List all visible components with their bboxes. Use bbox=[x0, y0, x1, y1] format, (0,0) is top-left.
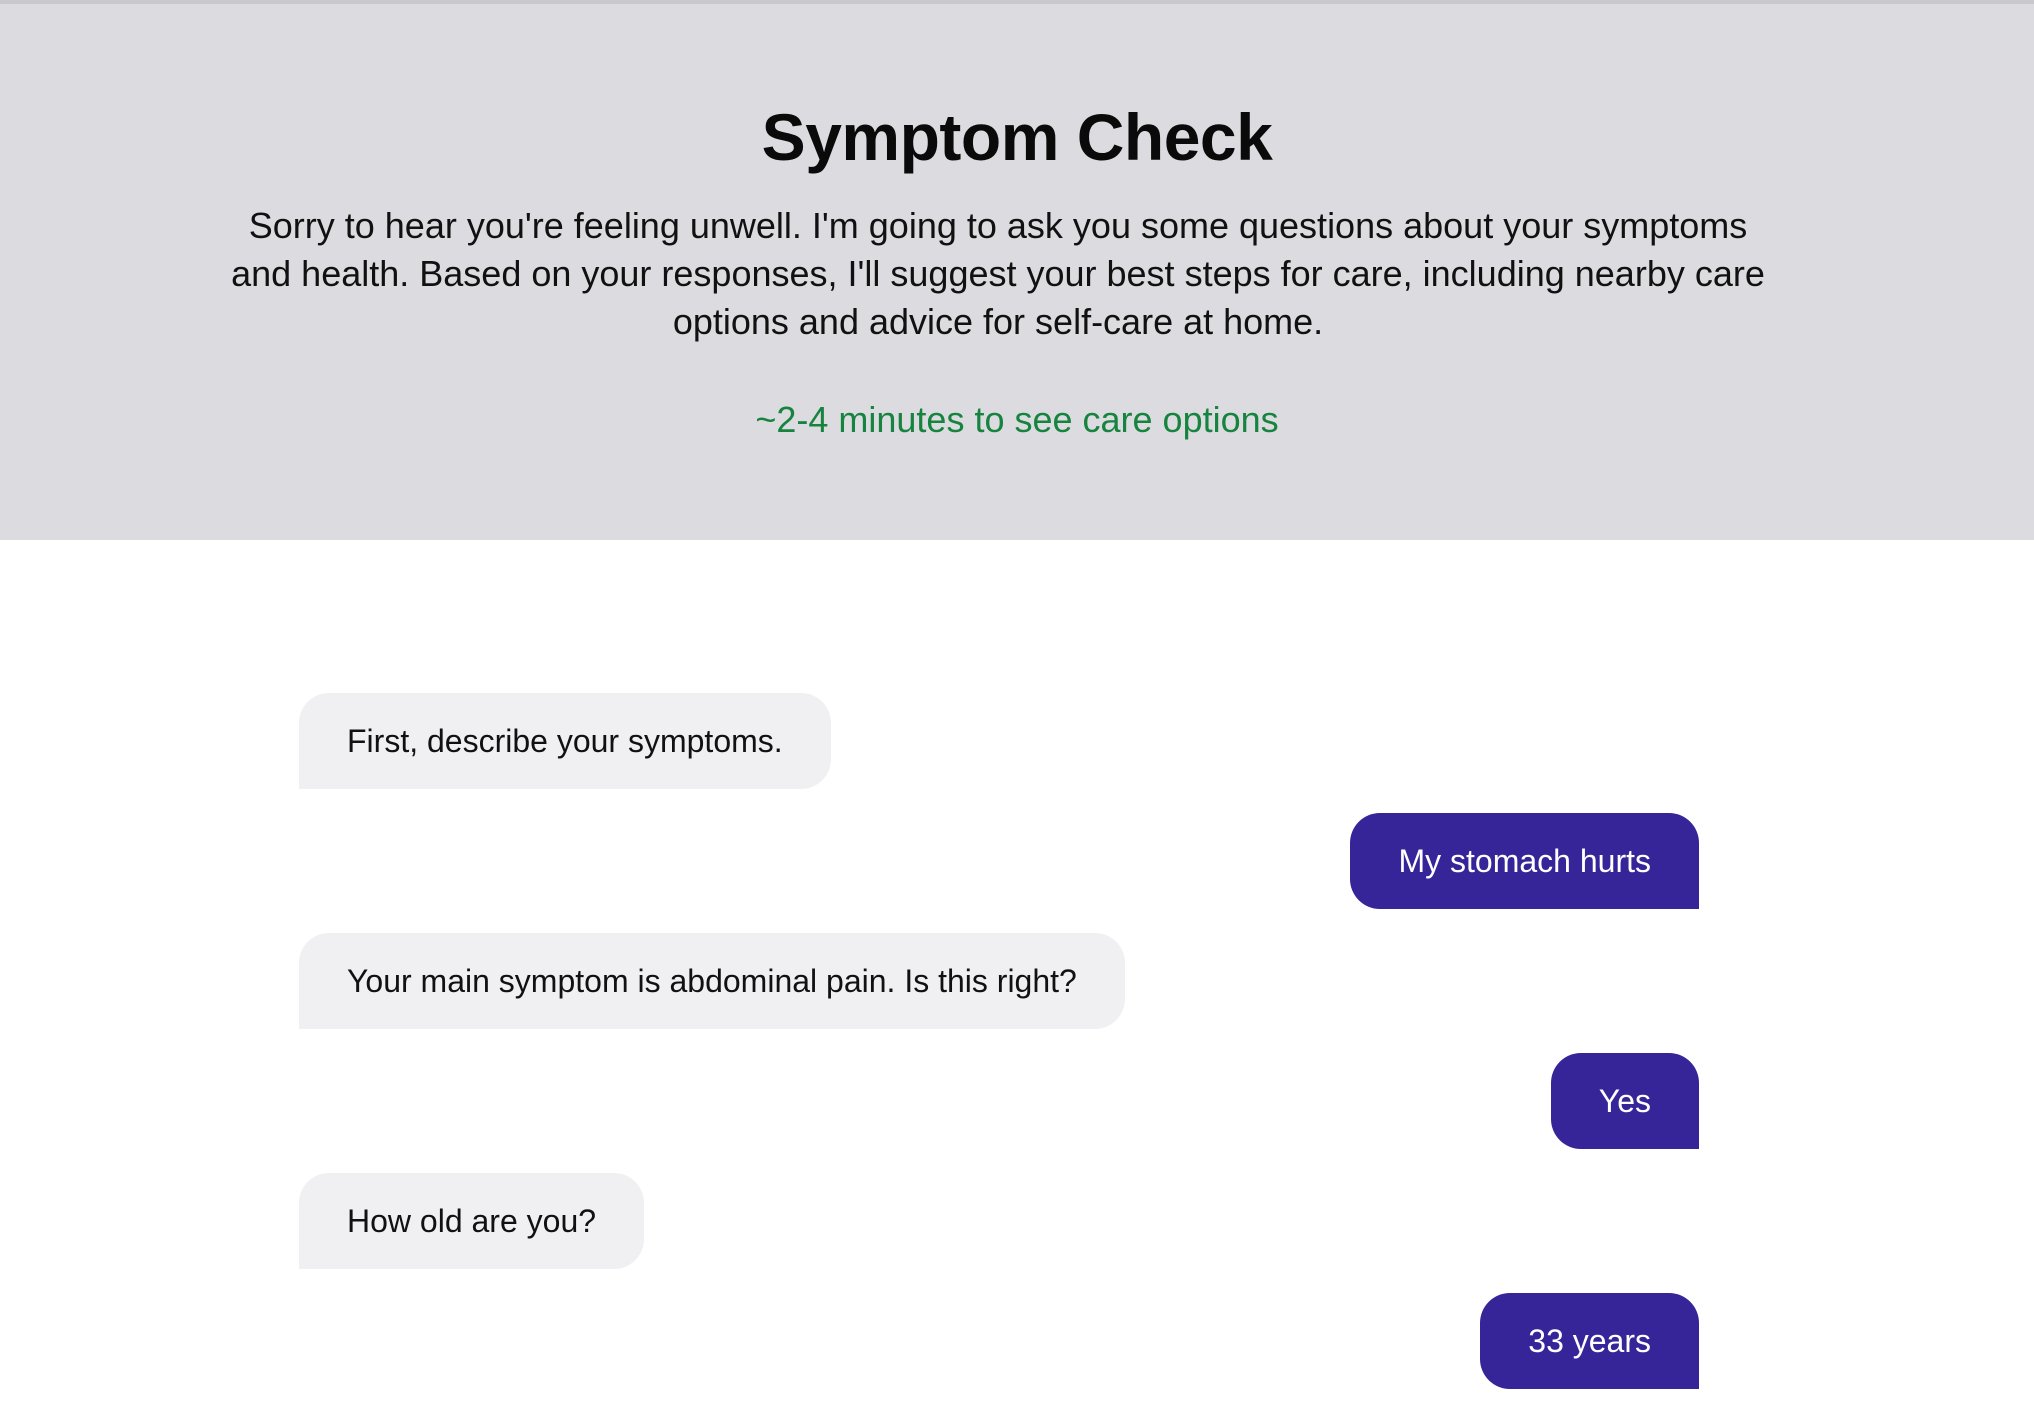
chat-transcript bbox=[0, 540, 2034, 1410]
time-estimate: ~2-4 minutes to see care options bbox=[755, 399, 1279, 440]
user-message: Yes bbox=[1551, 1053, 1699, 1149]
symptom-check-header bbox=[0, 4, 2034, 540]
user-message: 33 years bbox=[1480, 1293, 1699, 1389]
intro-text: Sorry to hear you're feeling unwell. I'm going to ask you some questions about your symptoms and health. Based on your responses, I'll suggest your best steps for care, including nearby care options and advice for self-care at home. bbox=[231, 205, 1765, 342]
bot-message: Your main symptom is abdominal pain. Is this right? bbox=[299, 933, 1125, 1029]
user-message: My stomach hurts bbox=[1350, 813, 1699, 909]
page-title: Symptom Check bbox=[761, 100, 1273, 174]
bot-message: How old are you? bbox=[299, 1173, 644, 1269]
bot-message: First, describe your symptoms. bbox=[299, 693, 831, 789]
